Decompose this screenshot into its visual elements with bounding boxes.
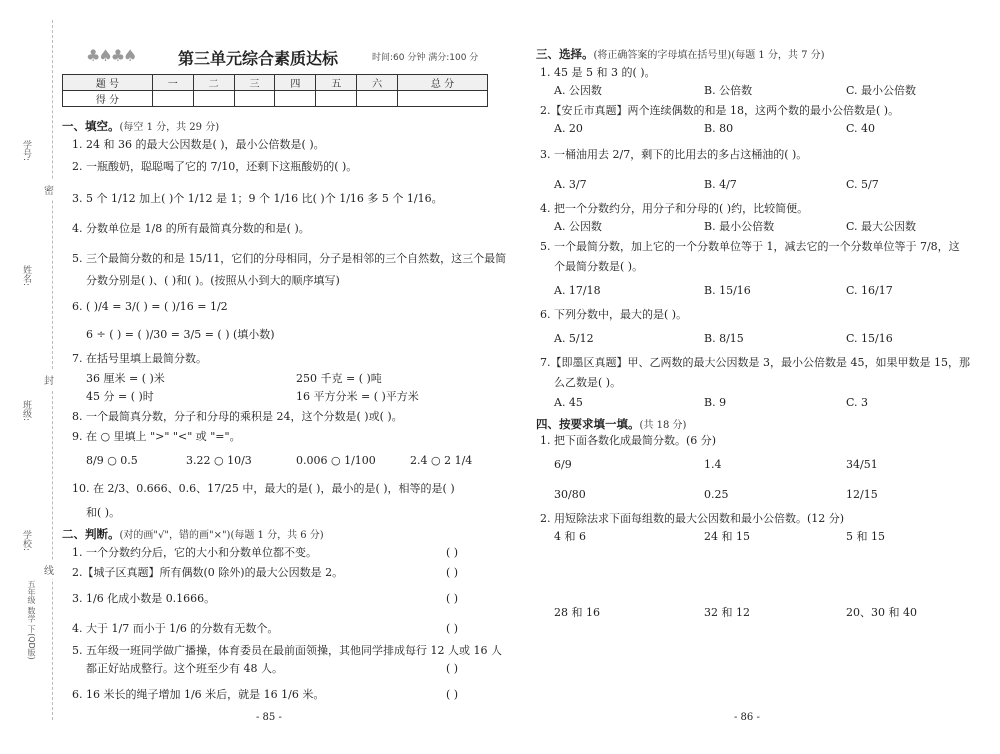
score-cell[interactable] bbox=[193, 91, 234, 107]
question-7-item-a: 36 厘米 = ( )米 bbox=[86, 372, 165, 385]
choice-option[interactable]: C. 16/17 bbox=[846, 284, 893, 297]
choice-option[interactable]: C. 最大公因数 bbox=[846, 220, 917, 233]
section-2-title: 二、判断。 bbox=[62, 527, 120, 541]
exam-meta: 时间:60 分钟 满分:100 分 bbox=[372, 53, 479, 63]
gutter-label-school: 学校: bbox=[21, 530, 31, 552]
score-cell[interactable] bbox=[275, 91, 316, 107]
answer-paren[interactable]: ( ) bbox=[446, 546, 459, 559]
gutter-label-class: 班级: bbox=[21, 400, 31, 422]
choice-6: 6. 下列分数中，最大的是( )。 bbox=[540, 308, 688, 321]
choice-option[interactable]: A. 公因数 bbox=[554, 84, 602, 97]
score-header-cell: 三 bbox=[234, 75, 275, 91]
fill-2-item: 24 和 15 bbox=[704, 530, 750, 543]
question-8: 8. 一个最简真分数，分子和分母的乘积是 24，这个分数是( )或( )。 bbox=[72, 410, 403, 423]
section-4-heading bbox=[536, 416, 686, 432]
score-header-cell: 四 bbox=[275, 75, 316, 91]
score-header-cell: 一 bbox=[152, 75, 193, 91]
question-7-item-c: 45 分 = ( )时 bbox=[86, 390, 154, 403]
fill-1: 1. 把下面各数化成最简分数。(6 分) bbox=[540, 434, 717, 447]
judge-4: 4. 大于 1/7 而小于 1/6 的分数有无数个。 bbox=[72, 622, 279, 635]
question-9-item: 0.006 ○ 1/100 bbox=[296, 454, 376, 467]
choice-option[interactable]: B. 公倍数 bbox=[704, 84, 753, 97]
question-10-line-2: 和( )。 bbox=[86, 506, 121, 519]
choice-option[interactable]: A. 20 bbox=[554, 122, 583, 135]
seal-mi: 密 bbox=[44, 180, 54, 199]
question-4: 4. 分数单位是 1/8 的所有最简真分数的和是( )。 bbox=[72, 222, 310, 235]
answer-paren[interactable]: ( ) bbox=[446, 662, 459, 675]
choice-option[interactable]: C. 40 bbox=[846, 122, 876, 135]
fill-1-item: 1.4 bbox=[704, 458, 722, 471]
judge-3: 3. 1/6 化成小数是 0.1666。 bbox=[72, 592, 216, 605]
fill-2-item: 28 和 16 bbox=[554, 606, 600, 619]
question-1: 1. 24 和 36 的最大公因数是( )，最小公倍数是( )。 bbox=[72, 138, 325, 151]
choice-option[interactable]: B. 最小公倍数 bbox=[704, 220, 775, 233]
choice-option[interactable]: B. 4/7 bbox=[704, 178, 737, 191]
choice-2: 2.【安丘市真题】两个连续偶数的和是 18，这两个数的最小公倍数是( )。 bbox=[540, 104, 900, 117]
choice-option[interactable]: B. 8/15 bbox=[704, 332, 744, 345]
section-3-note: (将正确答案的字母填在括号里)(每题 1 分，共 7 分) bbox=[593, 50, 825, 61]
kids-logo-icon: ♣♠♣♠ bbox=[86, 46, 136, 65]
section-1-title: 一、填空。 bbox=[62, 119, 120, 133]
choice-option[interactable]: A. 3/7 bbox=[554, 178, 587, 191]
question-5-line-2: 分数分别是( )、( )和( )。(按照从小到大的顺序填写) bbox=[86, 274, 340, 287]
score-header-cell: 五 bbox=[316, 75, 357, 91]
score-header-cell: 二 bbox=[193, 75, 234, 91]
choice-option[interactable]: B. 80 bbox=[704, 122, 734, 135]
section-2-heading bbox=[62, 526, 324, 542]
answer-paren[interactable]: ( ) bbox=[446, 622, 459, 635]
choice-4: 4. 把一个分数约分，用分子和分母的( )约，比较简便。 bbox=[540, 202, 809, 215]
score-header-cell: 题 号 bbox=[63, 75, 153, 91]
page-title: 第三单元综合素质达标 bbox=[178, 49, 339, 68]
right-page bbox=[500, 0, 1000, 754]
choice-option[interactable]: A. 5/12 bbox=[554, 332, 594, 345]
choice-7-line-2: 么乙数是( )。 bbox=[554, 376, 622, 389]
section-2-note: (对的画"√"，错的画"×")(每题 1 分，共 6 分) bbox=[119, 530, 324, 541]
question-5-line-1: 5. 三个最简分数的和是 15/11，它们的分母相同，分子是相邻的三个自然数，这三个最简 bbox=[72, 252, 507, 265]
question-6-line-1: 6. ( )/4 = 3/( ) = ( )/16 = 1/2 bbox=[72, 300, 228, 313]
fill-2-item: 32 和 12 bbox=[704, 606, 750, 619]
question-7: 7. 在括号里填上最简分数。 bbox=[72, 352, 207, 365]
answer-paren[interactable]: ( ) bbox=[446, 688, 459, 701]
answer-paren[interactable]: ( ) bbox=[446, 592, 459, 605]
fill-1-item: 6/9 bbox=[554, 458, 572, 471]
fill-2-item: 20、30 和 40 bbox=[846, 606, 917, 619]
choice-option[interactable]: C. 最小公倍数 bbox=[846, 84, 917, 97]
question-7-item-b: 250 千克 = ( )吨 bbox=[296, 372, 382, 385]
fill-2: 2. 用短除法求下面每组数的最大公因数和最小公倍数。(12 分) bbox=[540, 512, 845, 525]
section-3-title: 三、选择。 bbox=[536, 47, 594, 61]
seal-xian: 线 bbox=[44, 560, 54, 579]
choice-5-line-1: 5. 一个最简分数，加上它的一个分数单位等于 1，减去它的一个分数单位等于 7/8，这 bbox=[540, 240, 960, 253]
score-cell[interactable] bbox=[234, 91, 275, 107]
judge-2: 2.【城子区真题】所有偶数(0 除外)的最大公因数是 2。 bbox=[72, 566, 344, 579]
choice-option[interactable]: B. 15/16 bbox=[704, 284, 751, 297]
fill-2-item: 4 和 6 bbox=[554, 530, 586, 543]
fill-1-item: 0.25 bbox=[704, 488, 729, 501]
choice-option[interactable]: A. 17/18 bbox=[554, 284, 601, 297]
score-cell[interactable] bbox=[398, 91, 488, 107]
section-1-note: (每空 1 分，共 29 分) bbox=[119, 122, 220, 133]
page-number: - 86 - bbox=[734, 712, 760, 723]
score-table bbox=[62, 74, 488, 107]
judge-1: 1. 一个分数约分后，它的大小和分数单位都不变。 bbox=[72, 546, 317, 559]
gutter-label-name: 姓名: bbox=[21, 265, 31, 287]
question-2: 2. 一瓶酸奶，聪聪喝了它的 7/10，还剩下这瓶酸奶的( )。 bbox=[72, 160, 358, 173]
question-6-line-2: 6 ÷ ( ) = ( )/30 = 3/5 = ( ) (填小数) bbox=[86, 328, 275, 341]
question-9-item: 8/9 ○ 0.5 bbox=[86, 454, 138, 467]
score-cell[interactable] bbox=[152, 91, 193, 107]
binding-gutter bbox=[0, 0, 58, 754]
book-label: 五年级 数学 下(QD版) bbox=[27, 580, 36, 660]
fill-1-item: 34/51 bbox=[846, 458, 878, 471]
judge-5-line-2: 都正好站成整行。这个班至少有 48 人。 bbox=[86, 662, 283, 675]
question-9-item: 3.22 ○ 10/3 bbox=[186, 454, 252, 467]
choice-1: 1. 45 是 5 和 3 的( )。 bbox=[540, 66, 656, 79]
choice-option[interactable]: C. 5/7 bbox=[846, 178, 879, 191]
section-4-note: (共 18 分) bbox=[639, 420, 687, 431]
section-3-heading bbox=[536, 46, 825, 62]
choice-7-line-1: 7.【即墨区真题】甲、乙两数的最大公因数是 3，最小公倍数是 45，如果甲数是 15，那 bbox=[540, 356, 970, 369]
score-row-label: 得 分 bbox=[63, 91, 153, 107]
answer-paren[interactable]: ( ) bbox=[446, 566, 459, 579]
choice-3: 3. 一桶油用去 2/7，剩下的比用去的多占这桶油的( )。 bbox=[540, 148, 808, 161]
section-1-heading bbox=[62, 118, 219, 134]
question-3: 3. 5 个 1/12 加上( )个 1/12 是 1；9 个 1/16 比( )个 1/16 多 5 个 1/16。 bbox=[72, 192, 443, 205]
gutter-label-student-number: 学号: bbox=[21, 140, 31, 162]
score-header-cell: 六 bbox=[357, 75, 398, 91]
question-9-item: 2.4 ○ 2 1/4 bbox=[410, 454, 473, 467]
page-number: - 85 - bbox=[256, 712, 282, 723]
choice-5-line-2: 个最简分数是( )。 bbox=[554, 260, 644, 273]
question-7-item-d: 16 平方分米 = ( )平方米 bbox=[296, 390, 419, 403]
score-cell[interactable] bbox=[316, 91, 357, 107]
seal-feng: 封 bbox=[44, 370, 54, 389]
score-header-cell: 总 分 bbox=[398, 75, 488, 91]
fill-2-item: 5 和 15 bbox=[846, 530, 885, 543]
choice-option[interactable]: A. 公因数 bbox=[554, 220, 602, 233]
choice-option[interactable]: C. 3 bbox=[846, 396, 869, 409]
judge-5-line-1: 5. 五年级一班同学做广播操，体育委员在最前面领操，其他同学排成每行 12 人或 16 人 bbox=[72, 644, 502, 657]
score-cell[interactable] bbox=[357, 91, 398, 107]
fill-1-item: 12/15 bbox=[846, 488, 878, 501]
choice-option[interactable]: C. 15/16 bbox=[846, 332, 893, 345]
fill-1-item: 30/80 bbox=[554, 488, 586, 501]
judge-6: 6. 16 米长的绳子增加 1/6 米后，就是 16 1/6 米。 bbox=[72, 688, 325, 701]
question-9: 9. 在 ○ 里填上 ">" "<" 或 "="。 bbox=[72, 430, 241, 443]
choice-option[interactable]: B. 9 bbox=[704, 396, 727, 409]
choice-option[interactable]: A. 45 bbox=[554, 396, 583, 409]
section-4-title: 四、按要求填一填。 bbox=[536, 417, 640, 431]
question-10-line-1: 10. 在 2/3、0.666、0.6、17/25 中，最大的是( )，最小的是( )，相等的是( ) bbox=[72, 482, 455, 495]
